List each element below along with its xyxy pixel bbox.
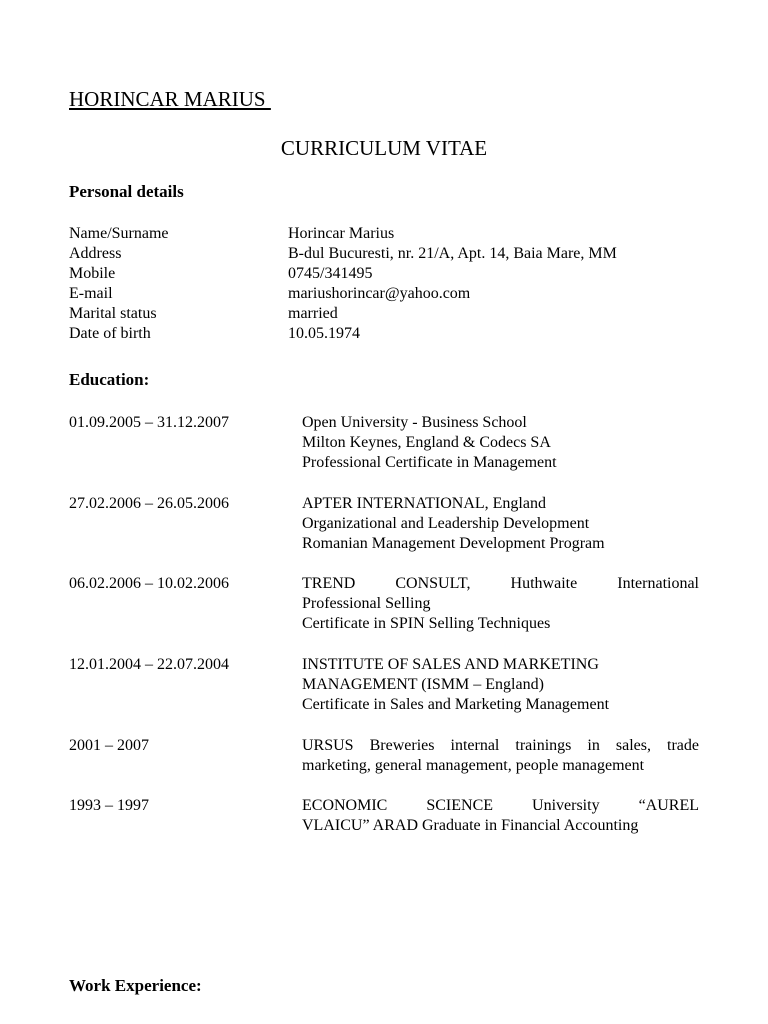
personal-label: Date of birth xyxy=(69,325,151,342)
education-details xyxy=(302,655,699,715)
candidate-name-header: HORINCAR MARIUS xyxy=(69,87,271,111)
education-period: 12.01.2004 – 22.07.2004 xyxy=(69,656,229,673)
education-period: 2001 – 2007 xyxy=(69,737,149,754)
work-experience-heading: Work Experience: xyxy=(69,976,202,995)
personal-row-address xyxy=(69,244,709,264)
personal-row-email xyxy=(69,284,709,304)
education-detail-line: Open University - Business School xyxy=(302,414,527,431)
education-period: 27.02.2006 – 26.05.2006 xyxy=(69,495,229,512)
education-details xyxy=(302,574,699,634)
personal-label: Mobile xyxy=(69,265,116,282)
personal-value: Horincar Marius xyxy=(288,225,395,242)
education-detail-line: Romanian Management Development Program xyxy=(302,535,605,552)
education-detail-line: marketing, general management, people management xyxy=(302,757,645,774)
personal-row-name xyxy=(69,224,709,244)
education-detail-line: Certificate in SPIN Selling Techniques xyxy=(302,615,551,632)
education-detail-line: Professional Selling xyxy=(302,595,431,612)
education-detail-line: MANAGEMENT (ISMM – England) xyxy=(302,676,544,693)
personal-value: B-dul Bucuresti, nr. 21/A, Apt. 14, Baia Mare, MM xyxy=(288,245,617,262)
education-detail-line: URSUS Breweries internal trainings in sales, trade xyxy=(302,737,699,754)
document-title: CURRICULUM VITAE xyxy=(280,136,488,160)
education-details xyxy=(302,796,699,836)
education-detail-line: Organizational and Leadership Development xyxy=(302,515,590,532)
education-details xyxy=(302,494,699,554)
education-heading: Education: xyxy=(69,370,150,389)
personal-row-marital-status xyxy=(69,304,709,324)
personal-value: married xyxy=(288,305,338,322)
personal-value: 10.05.1974 xyxy=(288,325,360,342)
personal-label: Marital status xyxy=(69,305,157,322)
education-period: 06.02.2006 – 10.02.2006 xyxy=(69,575,229,592)
education-period: 1993 – 1997 xyxy=(69,797,149,814)
education-details xyxy=(302,736,699,776)
education-detail-line: INSTITUTE OF SALES AND MARKETING xyxy=(302,656,599,673)
personal-value: mariushorincar@yahoo.com xyxy=(288,285,471,302)
personal-label: E-mail xyxy=(69,285,113,302)
education-detail-line: VLAICU” ARAD Graduate in Financial Accounting xyxy=(302,817,639,834)
personal-row-mobile xyxy=(69,264,709,284)
personal-value: 0745/341495 xyxy=(288,265,373,282)
personal-row-date-of-birth xyxy=(69,324,709,344)
education-detail-line: Milton Keynes, England & Codecs SA xyxy=(302,434,551,451)
education-detail-line: APTER INTERNATIONAL, England xyxy=(302,495,546,512)
personal-label: Address xyxy=(69,245,122,262)
education-detail-line: Certificate in Sales and Marketing Management xyxy=(302,696,610,713)
personal-label: Name/Surname xyxy=(69,225,169,242)
education-detail-line: ECONOMIC SCIENCE University “AUREL xyxy=(302,797,699,814)
education-detail-line: TREND CONSULT, Huthwaite International xyxy=(302,575,699,592)
education-details xyxy=(302,413,699,473)
education-period: 01.09.2005 – 31.12.2007 xyxy=(69,414,229,431)
personal-details-heading: Personal details xyxy=(69,182,184,201)
education-detail-line: Professional Certificate in Management xyxy=(302,454,557,471)
